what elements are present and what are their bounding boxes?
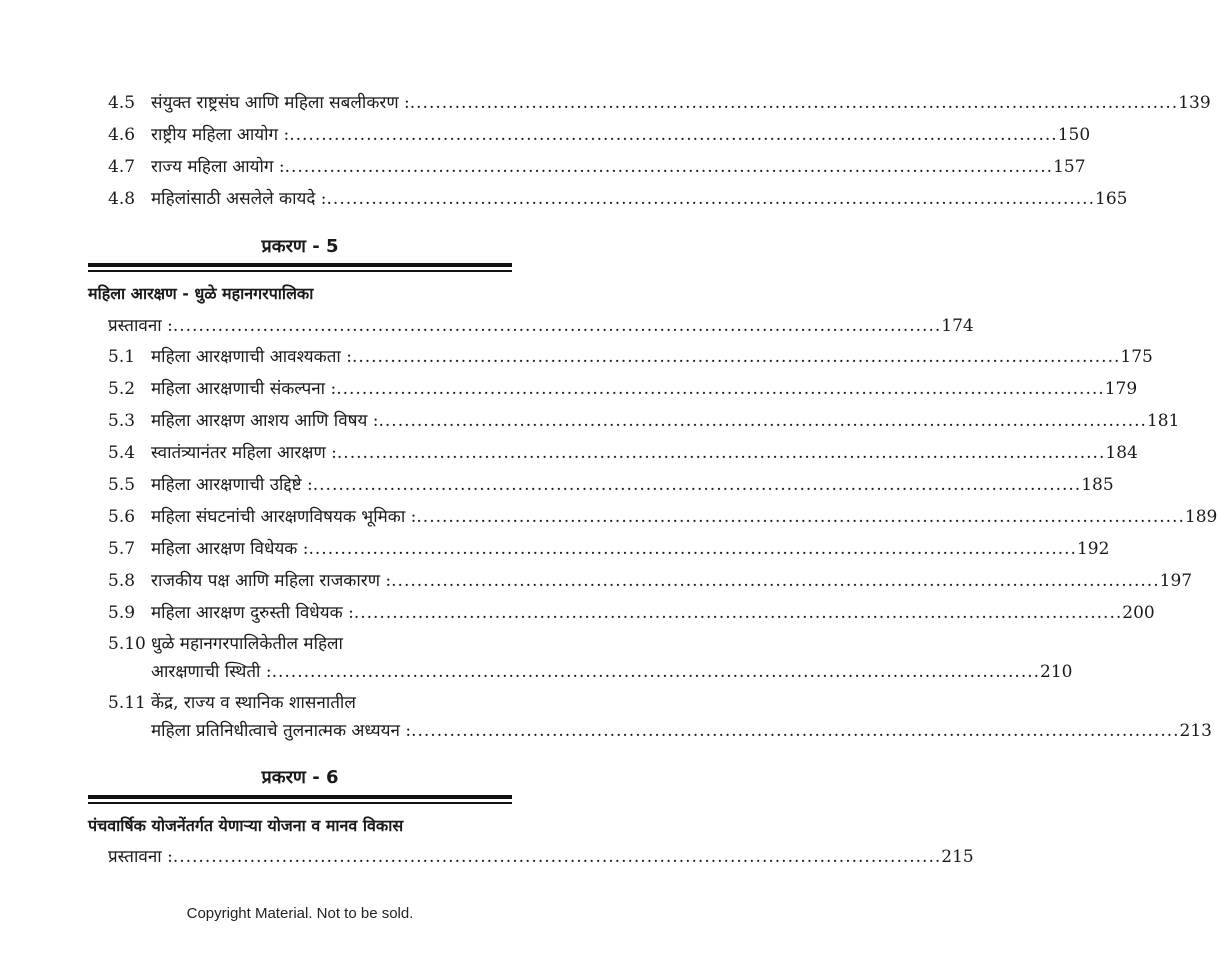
entry-number: 5.1 bbox=[108, 347, 136, 367]
entry-number: 5.5 bbox=[108, 475, 136, 495]
entry-title: प्रस्तावना : bbox=[108, 847, 173, 867]
toc-entry-5-10-cont bbox=[108, 660, 1073, 684]
entry-number: 4.5 bbox=[108, 93, 136, 113]
entry-number: 4.6 bbox=[108, 125, 136, 145]
entry-title: संयुक्त राष्ट्रसंघ आणि महिला सबलीकरण : bbox=[151, 93, 410, 113]
toc-entry-5-10 bbox=[108, 632, 510, 656]
dot-leader: ........................................................................................................................ bbox=[284, 157, 1054, 177]
toc-entry-5-11 bbox=[108, 691, 510, 715]
entry-number: 5.7 bbox=[108, 539, 136, 559]
entry-page: 197 bbox=[1159, 571, 1193, 591]
entry-number: 5.10 bbox=[108, 634, 146, 654]
dot-leader: ........................................................................................................................ bbox=[391, 571, 1160, 591]
dot-leader: ........................................................................................................................ bbox=[312, 475, 1082, 495]
entry-page: 210 bbox=[1040, 662, 1073, 682]
toc-entry-4-6 bbox=[108, 123, 1091, 147]
dot-leader: ........................................................................................................................ bbox=[172, 847, 942, 867]
entry-title-line2: आरक्षणाची स्थिती : bbox=[151, 662, 272, 682]
entry-title: महिला आरक्षणाची संकल्पना : bbox=[151, 379, 337, 399]
entry-page: 213 bbox=[1179, 721, 1212, 741]
dot-leader: ........................................................................................................................ bbox=[416, 507, 1185, 527]
entry-title: राज्य महिला आयोग : bbox=[151, 157, 285, 177]
chapter-5-rule-thin bbox=[88, 270, 512, 272]
entry-title: प्रस्तावना : bbox=[108, 316, 173, 336]
entry-number: 5.2 bbox=[108, 379, 136, 399]
toc-entry-4-5 bbox=[108, 91, 1211, 115]
entry-title: महिला आरक्षणाची उद्दिष्टे : bbox=[151, 475, 313, 495]
dot-leader: ........................................................................................................................ bbox=[172, 316, 942, 336]
entry-page: 192 bbox=[1076, 539, 1110, 559]
entry-title: महिलांसाठी असलेले कायदे : bbox=[151, 189, 327, 209]
entry-title-line1: केंद्र, राज्य व स्थानिक शासनातील bbox=[151, 693, 356, 713]
dot-leader: ........................................................................................................................ bbox=[351, 347, 1121, 367]
toc-entry-5-6 bbox=[108, 505, 1217, 529]
dot-leader: ........................................................................................................................ bbox=[409, 93, 1179, 113]
dot-leader: ........................................................................................................................ bbox=[308, 539, 1077, 559]
entry-page: 175 bbox=[1120, 347, 1153, 367]
toc-entry-4-7 bbox=[108, 155, 1086, 179]
chapter-5-heading: प्रकरण - 5 bbox=[261, 236, 339, 257]
dot-leader: ........................................................................................................................ bbox=[353, 603, 1123, 623]
entry-number: 5.4 bbox=[108, 443, 136, 463]
toc-entry-5-7 bbox=[108, 537, 1110, 561]
entry-title: महिला आरक्षण दुरुस्ती विधेयक : bbox=[151, 603, 354, 623]
entry-page: 215 bbox=[941, 847, 974, 867]
entry-number: 5.3 bbox=[108, 411, 136, 431]
toc-entry-6-intro bbox=[108, 845, 974, 869]
entry-page: 165 bbox=[1095, 189, 1128, 209]
toc-entry-5-4 bbox=[108, 441, 1138, 465]
toc-entry-4-8 bbox=[108, 187, 1128, 211]
entry-title-line2: महिला प्रतिनिधीत्वाचे तुलनात्मक अध्ययन : bbox=[151, 721, 412, 741]
entry-title: महिला आरक्षणाची आवश्यकता : bbox=[151, 347, 352, 367]
dot-leader: ........................................................................................................................ bbox=[336, 443, 1106, 463]
toc-entry-5-2 bbox=[108, 377, 1138, 401]
entry-title: राजकीय पक्ष आणि महिला राजकारण : bbox=[151, 571, 392, 591]
entry-page: 179 bbox=[1104, 379, 1138, 399]
entry-title: महिला आरक्षण विधेयक : bbox=[151, 539, 309, 559]
toc-entry-5-1 bbox=[108, 345, 1153, 369]
entry-number: 5.9 bbox=[108, 603, 136, 623]
entry-page: 189 bbox=[1184, 507, 1217, 527]
entry-number: 5.6 bbox=[108, 507, 136, 527]
toc-entry-5-9 bbox=[108, 601, 1155, 625]
chapter-6-rule-thin bbox=[88, 802, 512, 804]
chapter-6-rule-thick bbox=[88, 795, 512, 799]
toc-entry-5-3 bbox=[108, 409, 1180, 433]
entry-number: 4.8 bbox=[108, 189, 136, 209]
toc-entry-5-11-cont bbox=[108, 719, 1212, 743]
entry-number: 5.8 bbox=[108, 571, 136, 591]
entry-title: राष्ट्रीय महिला आयोग : bbox=[151, 125, 290, 145]
entry-title: महिला संघटनांची आरक्षणविषयक भूमिका : bbox=[151, 507, 417, 527]
copyright-notice: Copyright Material. Not to be sold. bbox=[186, 905, 414, 922]
toc-entry-5-8 bbox=[108, 569, 1193, 593]
entry-page: 139 bbox=[1178, 93, 1211, 113]
dot-leader: ........................................................................................................................ bbox=[326, 189, 1095, 209]
chapter-5-title: महिला आरक्षण - धुळे महानगरपालिका bbox=[88, 284, 314, 303]
toc-entry-5-5 bbox=[108, 473, 1114, 497]
entry-page: 157 bbox=[1053, 157, 1086, 177]
entry-title: महिला आरक्षण आशय आणि विषय : bbox=[151, 411, 379, 431]
entry-number: 4.7 bbox=[108, 157, 136, 177]
chapter-5-rule-thick bbox=[88, 263, 512, 267]
entry-page: 150 bbox=[1057, 125, 1091, 145]
entry-page: 174 bbox=[941, 316, 974, 336]
entry-title-line1: धुळे महानगरपालिकेतील महिला bbox=[151, 634, 343, 654]
entry-page: 200 bbox=[1122, 603, 1155, 623]
dot-leader: ........................................................................................................................ bbox=[289, 125, 1058, 145]
entry-title: स्वातंत्र्यानंतर महिला आरक्षण : bbox=[151, 443, 337, 463]
dot-leader: ........................................................................................................................ bbox=[336, 379, 1105, 399]
entry-page: 185 bbox=[1081, 475, 1114, 495]
toc-entry-5-intro bbox=[108, 314, 974, 338]
dot-leader: ........................................................................................................................ bbox=[271, 662, 1041, 682]
entry-page: 184 bbox=[1105, 443, 1138, 463]
dot-leader: ........................................................................................................................ bbox=[378, 411, 1147, 431]
chapter-6-title: पंचवार्षिक योजनेंतर्गत येणाऱ्या योजना व मानव विकास bbox=[88, 816, 404, 835]
chapter-6-heading: प्रकरण - 6 bbox=[261, 767, 339, 788]
dot-leader: ........................................................................................................................ bbox=[411, 721, 1180, 741]
entry-page: 181 bbox=[1146, 411, 1180, 431]
entry-number: 5.11 bbox=[108, 693, 146, 713]
